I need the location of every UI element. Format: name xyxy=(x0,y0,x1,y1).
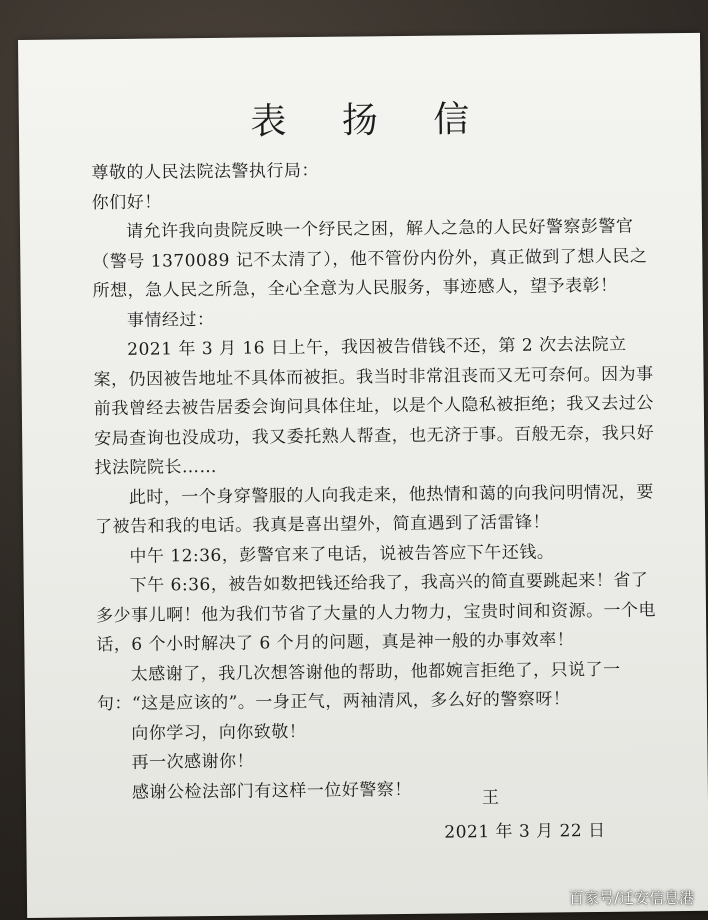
paragraph-heading: 事情经过： xyxy=(126,309,215,331)
paragraph-officer-arrives: 此时，一个身穿警服的人向我走来，他热情和蔼的向我问明情况，要了被告和我的电话。我真是喜出望外，简直遇到了活雷锋！ xyxy=(95,481,654,538)
paragraph-evening: 下午 6:36，被告如数把钱还给我了，我高兴的简直要跳起来！省了多少事儿啊！他为我们节省了大量的人力物力，宝贵时间和资源。一个电话，6 个小时解决了 6 个月的问题，真是神一般的办事效率！ xyxy=(95,570,657,656)
signature: 王 xyxy=(481,788,500,809)
letter-body xyxy=(91,153,664,808)
letter-date: 2021 年 3 月 22 日 xyxy=(444,820,606,843)
paragraph-intro: 请允许我向贵院反映一个纾民之困，解人之急的人民好警察彭警官（警号 1370089 记不太清了），他不管份内份外，真正做到了想人民之所想，急人民之所急，全心全意为人民服务，事迹感人，望予表彰！ xyxy=(92,216,648,302)
salutation: 尊敬的人民法院法警执行局： xyxy=(91,160,319,184)
paragraph-thanks-again: 再一次感谢你！ xyxy=(131,751,255,773)
paragraph-events: 2021 年 3 月 16 日上午，我因被告借钱不还，第 2 次去法院立案，仍因被告地址不具体而被拒。我当时非常沮丧而又无可奈何。因为事前我曾经去被告居委会询问具体住址，以是个人隐私被拒绝；我又去过公安局查询也没成功，我又委托熟人帮查，也无济于事。百般无奈，我只好找法院院长…… xyxy=(93,334,655,479)
paragraph-thanks: 太感谢了，我几次想答谢他的帮助，他都婉言拒绝了，只说了一句：“这是应该的”。一身正气，两袖清风，多么好的警察呀！ xyxy=(96,659,621,715)
watermark: 百家号/迁安信息港 xyxy=(568,889,694,907)
letter-paper xyxy=(18,33,708,918)
paragraph-noon-call: 中午 12:36，彭警官来了电话，说被告答应下午还钱。 xyxy=(129,541,555,567)
paragraph-salute: 向你学习，向你致敬！ xyxy=(131,721,307,744)
letter-title: 表 扬 信 xyxy=(250,99,492,143)
paragraph-closing: 感谢公检法部门有这样一位好警察！ xyxy=(131,779,412,803)
greeting: 你们好！ xyxy=(91,192,162,213)
